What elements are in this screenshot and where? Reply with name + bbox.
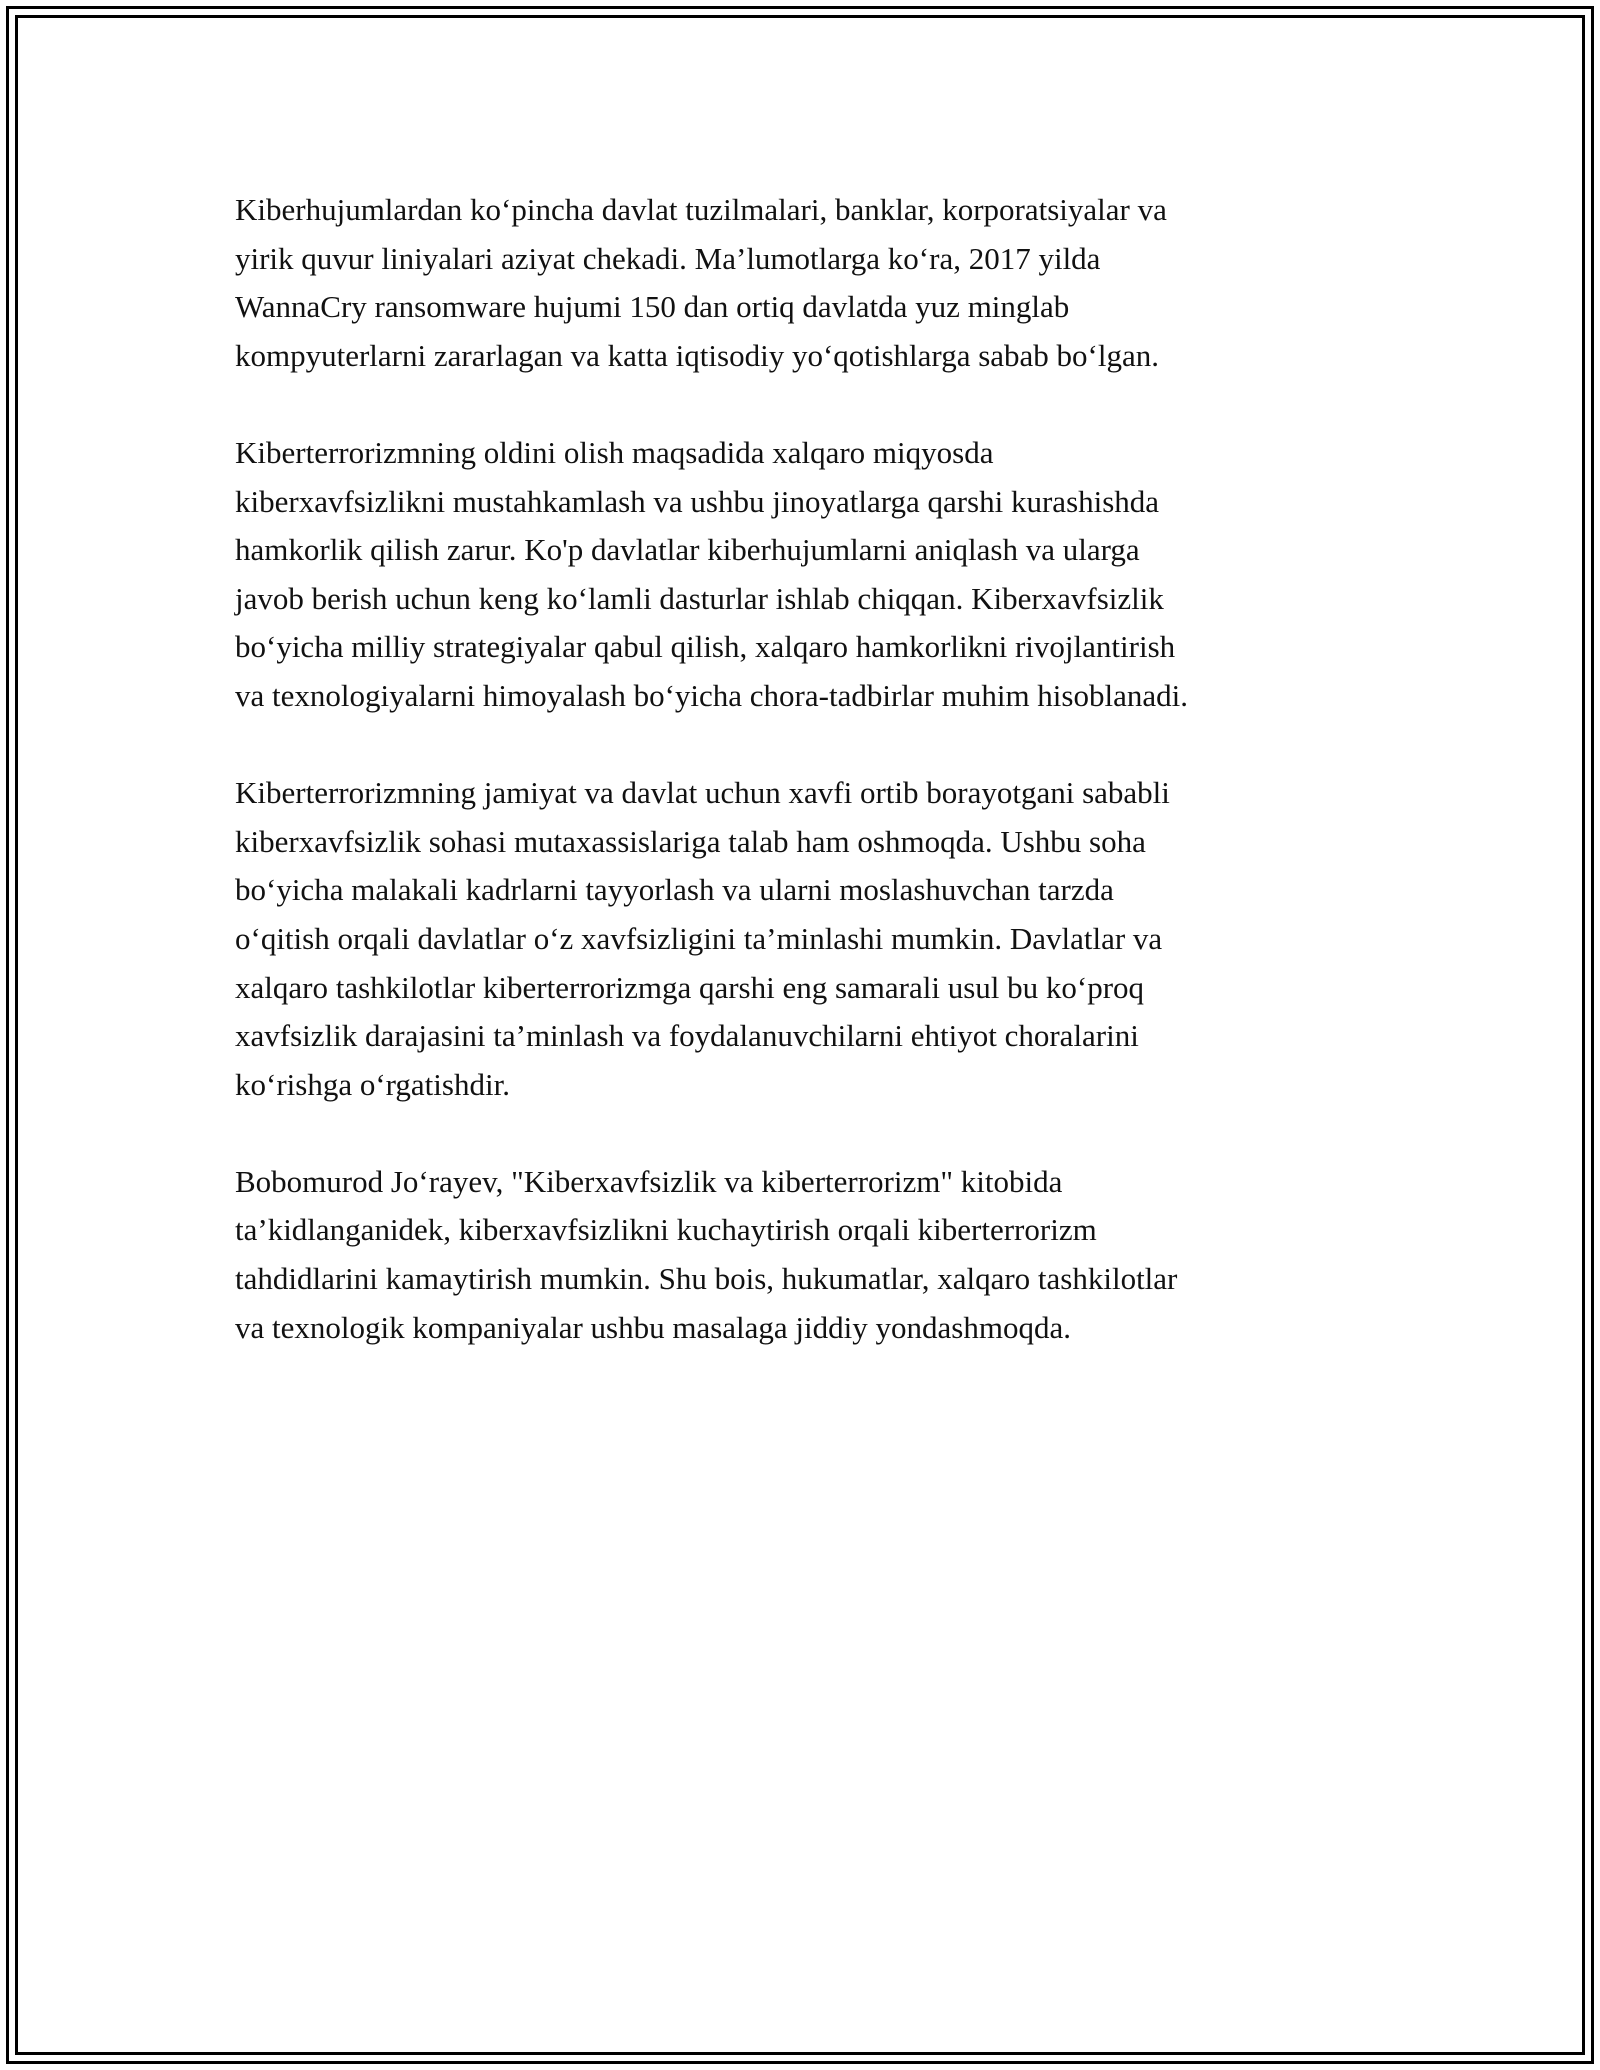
paragraph-cyberattack-victims [235, 186, 1380, 380]
text-line: o‘qitish orqali davlatlar o‘z xavfsizligini ta’minlashi mumkin. Davlatlar va [235, 920, 1163, 956]
text-line: yirik quvur liniyalari aziyat chekadi. Ma’lumotlarga ko‘ra, 2017 yilda [235, 240, 1101, 276]
paragraph-book-reference [235, 1158, 1380, 1352]
text-line: kiberxavfsizlik sohasi mutaxassislariga talab ham oshmoqda. Ushbu soha [235, 823, 1146, 859]
text-line: bo‘yicha malakali kadrlarni tayyorlash va ularni moslashuvchan tarzda [235, 872, 1114, 908]
text-line: hamkorlik qilish zarur. Ko'p davlatlar kiberhujumlarni aniqlash va ularga [235, 532, 1140, 568]
text-line: kiberxavfsizlikni mustahkamlash va ushbu jinoyatlarga qarshi kurashishda [235, 483, 1160, 519]
text-line: xalqaro tashkilotlar kiberterrorizmga qarshi eng samarali usul bu ko‘proq [235, 969, 1145, 1005]
text-line: ko‘rishga o‘rgatishdir. [235, 1066, 510, 1102]
text-line: tahdidlarini kamaytirish mumkin. Shu bois, hukumatlar, xalqaro tashkilotlar [235, 1261, 1178, 1297]
text-line: ta’kidlanganidek, kiberxavfsizlikni kuchaytirish orqali kiberterrorizm [235, 1212, 1097, 1248]
text-line: Bobomurod Jo‘rayev, "Kiberxavfsizlik va kiberterrorizm" kitobida [235, 1163, 1063, 1199]
text-line: xavfsizlik darajasini ta’minlash va foydalanuvchilarni ehtiyot choralarini [235, 1018, 1139, 1054]
text-line: Kiberhujumlardan ko‘pincha davlat tuzilmalari, banklar, korporatsiyalar va [235, 192, 1167, 227]
paragraph-specialist-training [235, 769, 1380, 1109]
text-line: Kiberterrorizmning oldini olish maqsadida xalqaro miqyosda [235, 434, 994, 470]
text-line: kompyuterlarni zararlagan va katta iqtisodiy yo‘qotishlarga sabab bo‘lgan. [235, 337, 1159, 373]
document-body [235, 186, 1380, 1401]
text-line: Kiberterrorizmning jamiyat va davlat uchun xavfi ortib borayotgani sababli [235, 775, 1170, 811]
text-line: bo‘yicha milliy strategiyalar qabul qilish, xalqaro hamkorlikni rivojlantirish [235, 629, 1176, 665]
text-line: va texnologiyalarni himoyalash bo‘yicha chora-tadbirlar muhim hisoblanadi. [235, 677, 1188, 713]
paragraph-international-cooperation [235, 429, 1380, 721]
text-line: javob berish uchun keng ko‘lamli dasturlar ishlab chiqqan. Kiberxavfsizlik [235, 580, 1164, 616]
text-line: va texnologik kompaniyalar ushbu masalaga jiddiy yondashmoqda. [235, 1309, 1071, 1345]
text-line: WannaCry ransomware hujumi 150 dan ortiq davlatda yuz minglab [235, 289, 1070, 325]
